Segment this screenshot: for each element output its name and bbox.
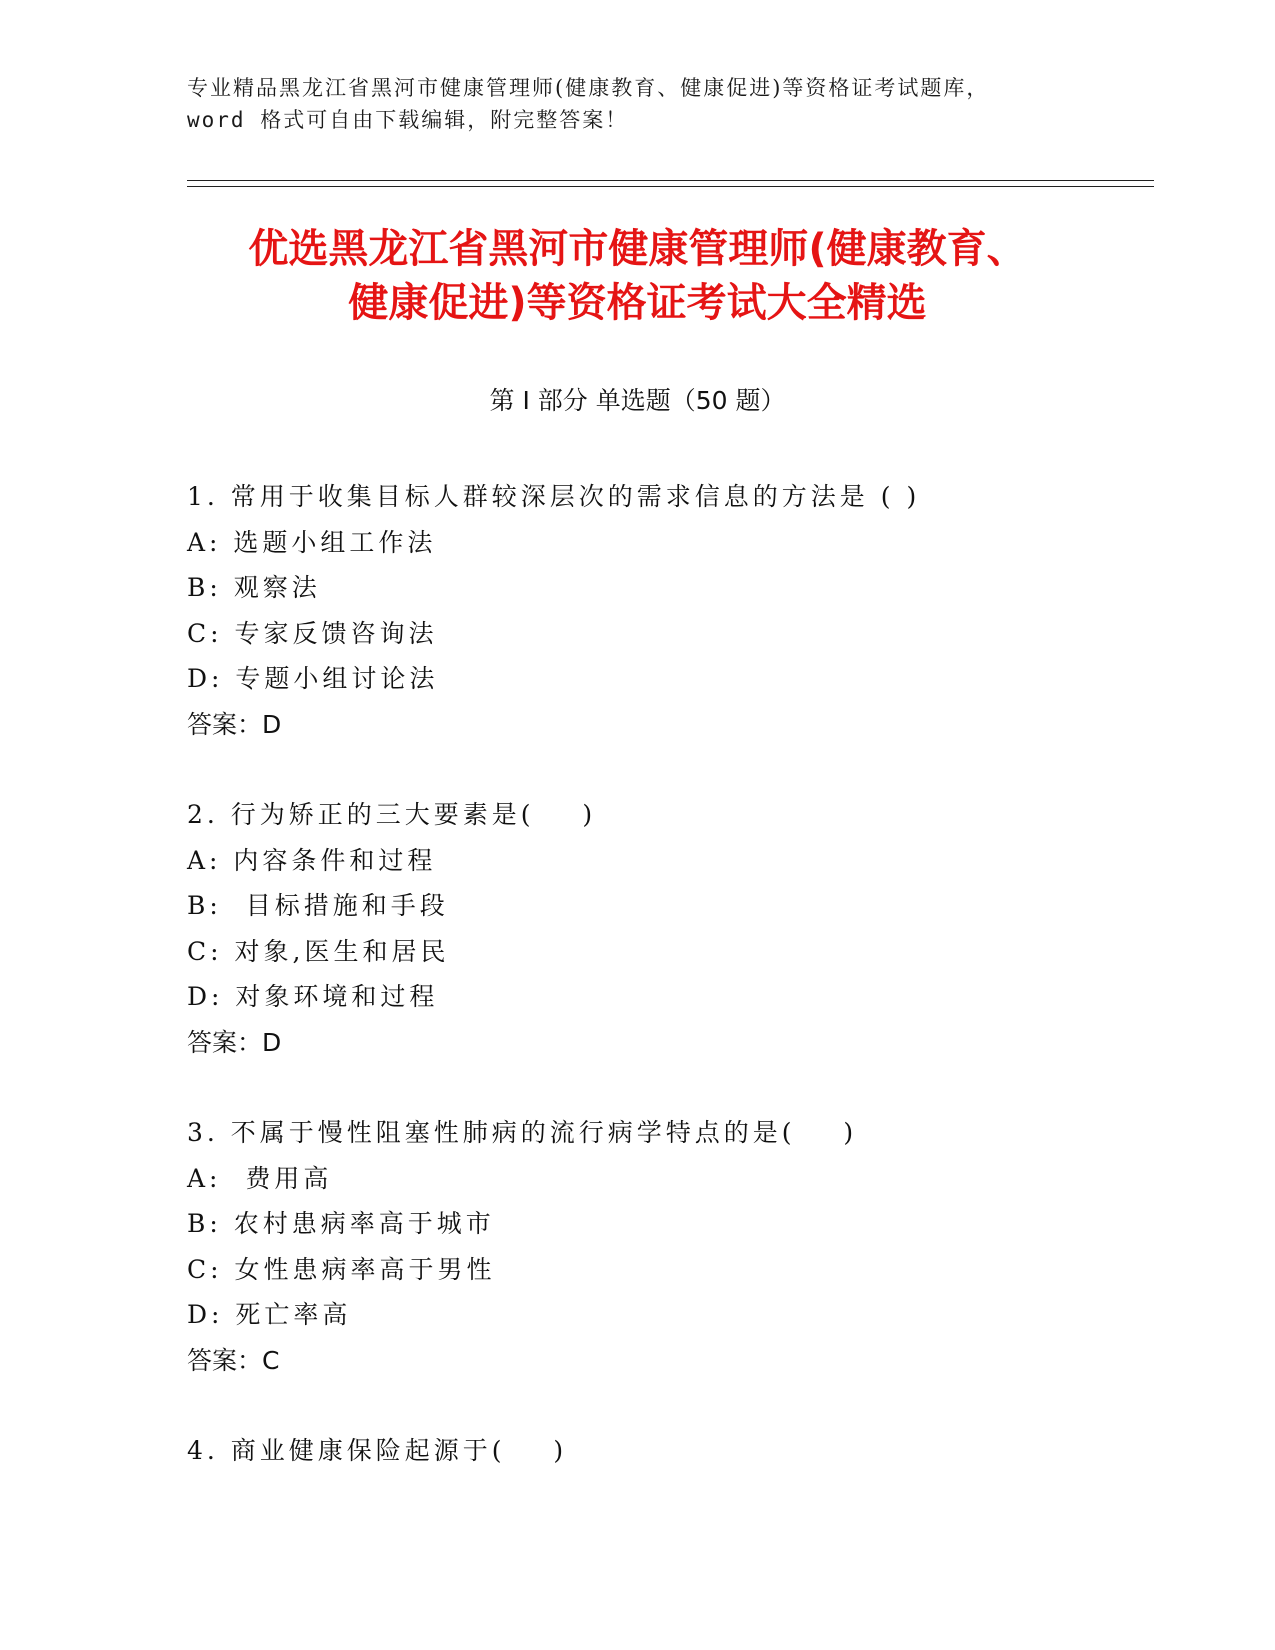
document-title — [150, 222, 1125, 330]
question-stem: 4. 商业健康保险起源于( ) — [187, 1436, 568, 1465]
answer-line: 答案：C — [187, 1345, 280, 1375]
option-d: D: 死亡率高 — [187, 1300, 352, 1329]
option-d: D: 对象环境和过程 — [187, 982, 439, 1011]
option-c: C: 专家反馈咨询法 — [187, 618, 438, 648]
option-a: A: 内容条件和过程 — [187, 845, 437, 875]
option-c: C: 女性患病率高于男性 — [187, 1254, 496, 1284]
answer-line: 答案：D — [187, 1027, 282, 1057]
question-3 — [187, 1110, 1147, 1383]
title-line-1: 优选黑龙江省黑河市健康管理师(健康教育、 — [248, 226, 1027, 272]
header-line-1: 专业精品黑龙江省黑河市健康管理师(健康教育、健康促进)等资格证考试题库， — [187, 76, 990, 100]
question-stem: 1. 常用于收集目标人群较深层次的需求信息的方法是 ( ) — [187, 482, 921, 511]
option-d: D: 专题小组讨论法 — [187, 664, 439, 693]
question-1 — [187, 474, 1147, 747]
header-line-2: word 格式可自由下载编辑，附完整答案！ — [187, 108, 629, 132]
document-header — [187, 72, 1087, 136]
option-b: B: 观察法 — [187, 573, 321, 602]
question-stem: 2. 行为矫正的三大要素是( ) — [187, 800, 597, 829]
question-stem: 3. 不属于慢性阻塞性肺病的流行病学特点的是( ) — [187, 1118, 858, 1147]
header-divider-top — [187, 180, 1154, 181]
question-4 — [187, 1428, 1147, 1474]
option-a: A: 费用高 — [187, 1163, 333, 1193]
option-c: C: 对象,医生和居民 — [187, 936, 450, 966]
option-a: A: 选题小组工作法 — [187, 527, 437, 557]
option-b: B: 目标措施和手段 — [187, 891, 449, 920]
question-list — [187, 474, 1147, 1519]
question-2 — [187, 792, 1147, 1065]
header-divider-bottom — [187, 186, 1154, 187]
title-line-2: 健康促进)等资格证考试大全精选 — [348, 280, 927, 326]
option-b: B: 农村患病率高于城市 — [187, 1209, 495, 1238]
answer-line: 答案：D — [187, 709, 282, 739]
section-heading: 第 I 部分 单选题（50 题） — [489, 386, 786, 415]
